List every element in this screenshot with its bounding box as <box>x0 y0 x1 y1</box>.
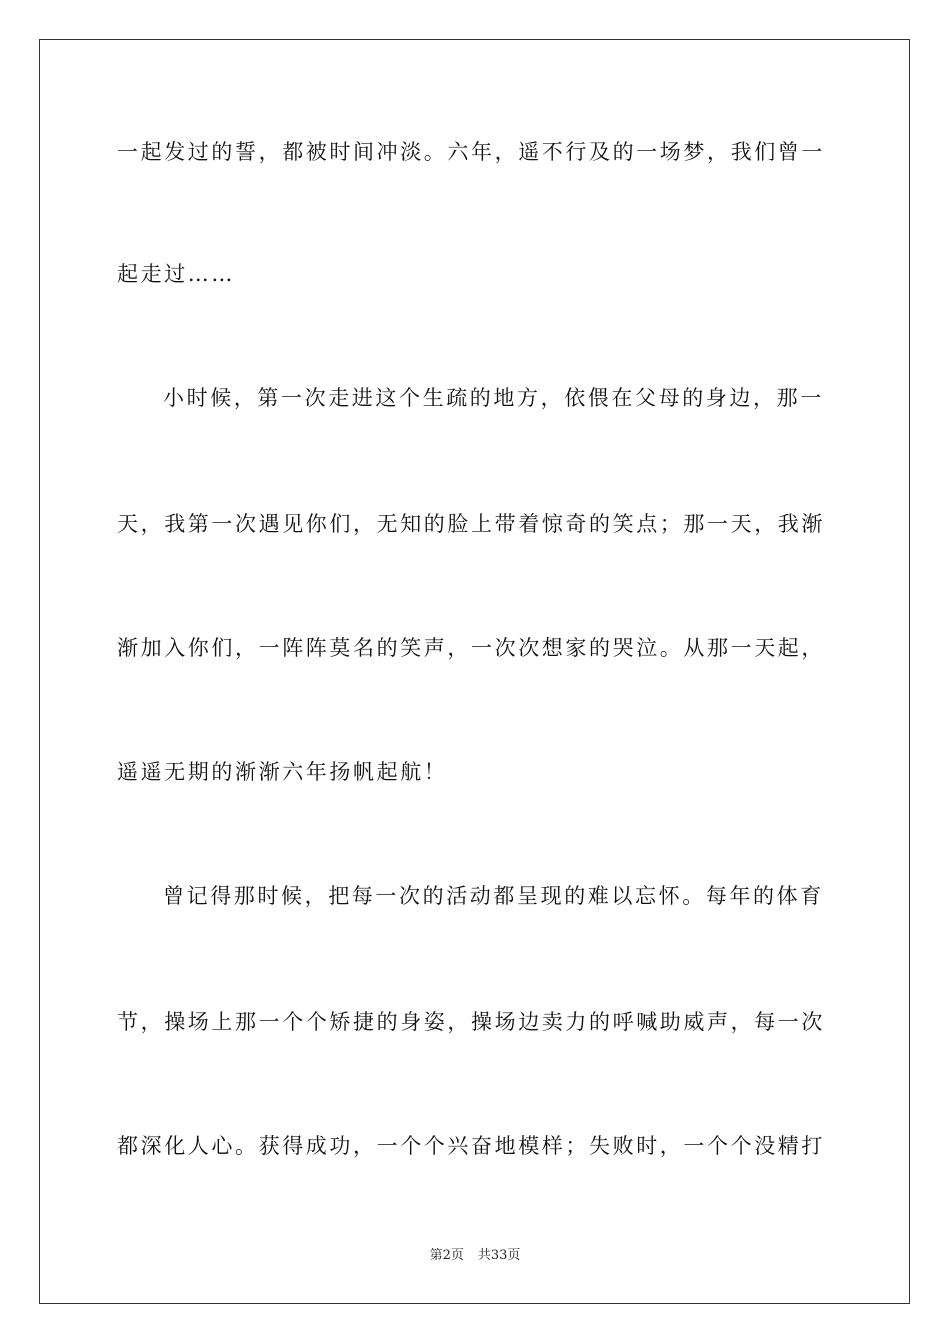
paragraph-line: 渐加入你们，一阵阵莫名的笑声，一次次想家的哭泣。从那一天起， <box>117 636 825 660</box>
paragraph-line: 曾记得那时候，把每一次的活动都呈现的难以忘怀。每年的体育 <box>163 884 824 908</box>
page-total: 共33页 <box>477 1248 521 1263</box>
paragraph-line: 小时候，第一次走进这个生疏的地方，依偎在父母的身边，那一 <box>163 386 824 410</box>
paragraph-line: 一起发过的誓，都被时间冲淡。六年，遥不行及的一场梦，我们曾一 <box>117 140 825 164</box>
paragraph-line: 天，我第一次遇见你们，无知的脸上带着惊奇的笑点；那一天，我渐 <box>117 512 825 536</box>
page-border <box>39 39 910 1304</box>
paragraph-line: 节，操场上那一个个矫捷的身姿，操场边卖力的呼喊助威声，每一次 <box>117 1010 825 1034</box>
paragraph-line: 遥遥无期的渐渐六年扬帆起航！ <box>117 760 448 784</box>
paragraph-line: 起走过…… <box>117 262 235 286</box>
page-footer <box>0 1247 950 1265</box>
paragraph-line: 都深化人心。获得成功，一个个兴奋地模样；失败时，一个个没精打 <box>117 1134 825 1158</box>
page-number: 第2页 <box>429 1248 464 1263</box>
